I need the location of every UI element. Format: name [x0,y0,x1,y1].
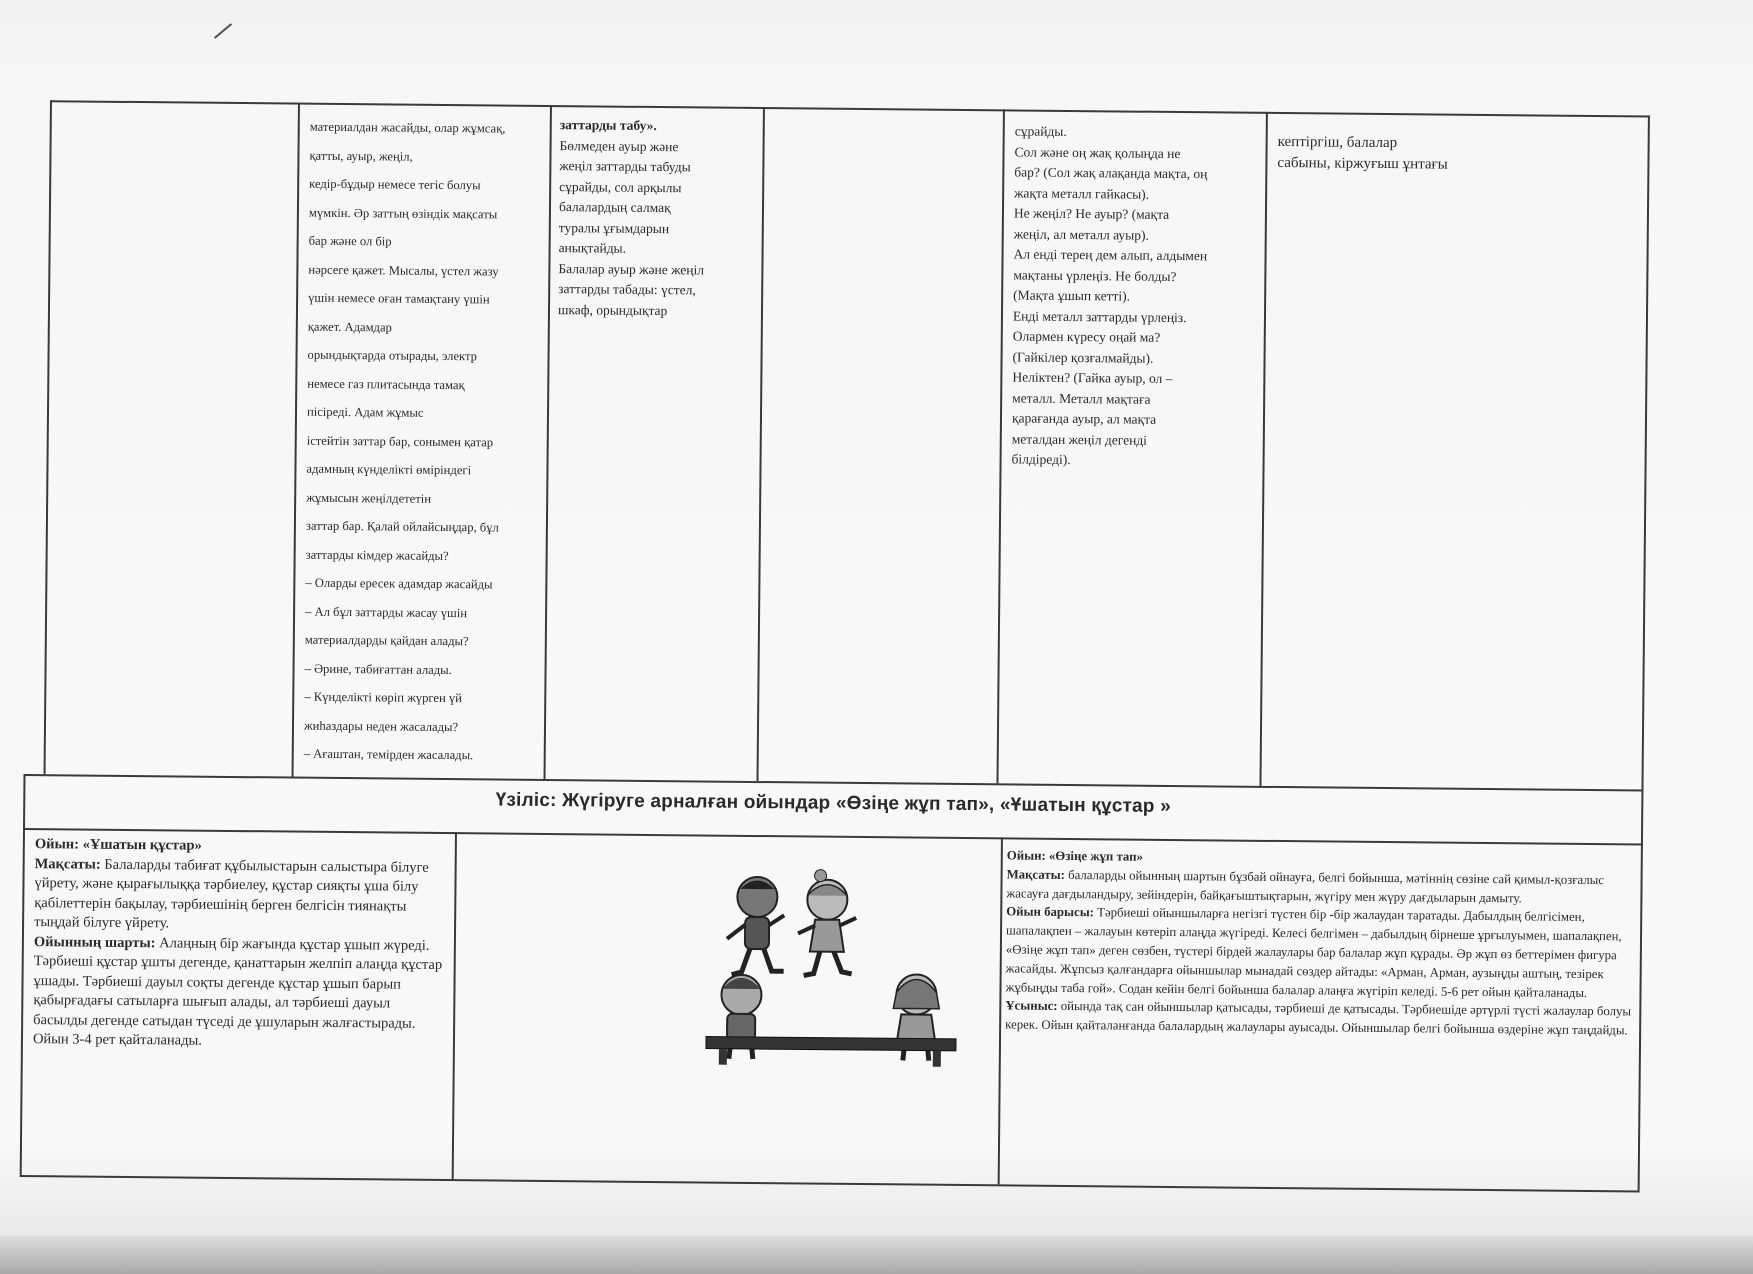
text-line: адамның күнделікті өміріндегі [306,461,472,478]
text-line: балалардың салмақ [558,199,671,216]
text-line: металл. Металл мақтаға [1012,389,1151,407]
text-line: мақтаны үрлеңіз. Не болды? [1013,266,1177,284]
text-line: металдан жеңіл дегенді [1011,430,1148,448]
right-border [1638,116,1650,1191]
find-pair-flow-label: Ойын барысы: [1006,904,1095,920]
find-pair-title: Ойын: «Өзіңе жұп тап» [1006,848,1144,864]
game-col-rule-1 [452,832,457,1179]
left-border [20,774,25,1175]
text-line: жеңіл, ал металл ауыр). [1013,225,1149,243]
text-line: шкаф, орындықтар [557,301,668,318]
find-objects-cell [558,115,760,322]
find-objects-title: заттарды табу». [559,117,657,134]
text-line: істейтін заттар бар, сонымен қатар [306,433,494,449]
text-line: мүмкін. Әр заттың өзіндік мақсаты [308,205,498,221]
text-line: – Ал бұл заттарды жасау үшін [305,604,468,620]
text-line: Ал енді терең дем алып, алдымен [1013,246,1208,264]
text-line: Не жеңіл? Не ауыр? (мақта [1013,205,1170,222]
text-line: анықтайды. [558,240,627,256]
table-bottom-rule [20,1175,1640,1192]
text-line: жеңіл заттарды табуды [559,158,691,175]
text-line: – Ағаштан, темірден жасалады. [303,746,474,763]
scan-edge-shadow [0,1236,1753,1274]
text-line: Олармен күресу оңай ма? [1012,328,1161,345]
find-your-pair-game [1005,846,1635,1040]
find-pair-goal-label: Мақсаты: [1006,867,1065,882]
text-line: бар және ол бір [308,233,392,249]
col-rule-2 [292,103,300,777]
lesson-table [20,100,1655,1206]
flying-birds-goal-label: Мақсаты: [34,855,101,873]
text-line: білдіреді). [1011,451,1071,468]
text-line: қарағанда ауыр, ал мақта [1011,410,1157,427]
text-line: – Оларды ересек адамдар жасайды [305,575,493,592]
text-line: сабыны, кіржуғыш ұнтағы [1277,154,1448,173]
find-pair-note-text: ойында тақ сан ойыншылар қатысады, тәрбиеші де қатысады. Тәрбиешіде әртүрлі түсті жалаулар болуы керек. Ойын қайталанғанда балалардың жалаулары ауысады. Ойыншылар белгі бойынша өздеріне жұп таңдайды. [1005,999,1632,1038]
pause-title: Үзіліс: Жүгіруге арналған ойындар «Өзіңе жұп тап», «Ұшатын құстар » [495,789,1172,817]
text-line: бар? (Сол жақ алақанда мақта, оң [1014,164,1208,182]
text-line: қажет. Адамдар [307,319,392,334]
col-rule-5 [996,109,1004,783]
text-line: орындықтарда отырады, электр [307,347,478,364]
flying-birds-title: Ойын: «Ұшатын құстар» [34,836,202,854]
flying-birds-rules-label: Ойынның шарты: [33,933,156,951]
text-line: (Гайкілер қозғалмайды). [1012,348,1154,366]
text-line: Балалар ауыр және жеңіл [558,260,705,277]
find-pair-goal-text: балаларды ойынның шартын бұзбай ойнауға, белгі бойынша, мәтіннің сөзіне сай қимыл-қозғалыс жасауға дағдыландыру, зейіндерін, байқағыштықтарын, жүгіру мен жүру дағдыларын дамыту. [1006,867,1605,905]
text-line: – Әрине, табиғаттан алады. [304,661,452,677]
col-rule-1 [44,100,52,774]
text-line: сұрайды. [1014,123,1067,139]
text-line: кептіргіш, балалар [1277,133,1398,152]
materials-list-cell [1277,132,1637,176]
text-line: пісіреді. Адам жұмыс [306,404,424,420]
text-line: жиһаздары неден жасалады? [303,718,459,734]
text-line: туралы ұғымдарын [558,219,670,236]
text-line: Бөлмеден ауыр және [559,137,679,154]
game-col-rule-2 [998,837,1003,1184]
materials-dialogue-cell [304,113,546,771]
pen-mark [214,23,232,39]
text-line: қатты, ауыр, жеңіл, [309,148,413,164]
text-line: материалдан жасайды, олар жұмсақ, [309,119,506,136]
text-line: заттарды табады: үстел, [558,281,696,298]
table-top-rule [50,100,1650,117]
find-pair-flow-text: Тәрбиеші ойыншыларға негізгі түстен бір -бір жалаудан таратады. Дабылдың белгісімен, шапалақпен – жалауын көтеріп алаңда жүгіреді. Келесі белгімен – дабылдың бірнеше ұрғылуымен, шапалақпен, «Өзіңе жұп тап» деген сөзбен, түстері бірдей жалаулары бар балалар жұп құрады. Әр жұп өз беттерімен фигура жасайды. Жұпсыз қалғандарға ойыншылар мынадай сөздер айтады: «Арман, Арман, аузыңды аштың, тезірек жұбыңды таба гой». Содан кейін белгі бойынша балалар алаңға жүгіріп келеді. 5-6 рет ойын қайталанады. [1005,905,1622,1000]
flying-birds-goal-text: Балаларды табиғат құбылыстарын салыстыра білуге үйрету, және қырағылыққа тәрбиелеу, құстар сияқты ұша білу қабілеттерін бақылау, тәрбиешінің берген белгісін тиянақты тыңдай білуге үйрету. [34,856,429,932]
text-line: – Күнделікті көріп жүрген үй [304,689,463,706]
text-line: нәрсеге қажет. Мысалы, үстел жазу [308,262,499,279]
text-line: жұмысын жеңілдететін [306,490,432,506]
text-line: заттар бар. Қалай ойлайсыңдар, бұл [305,518,499,535]
text-line: материалдарды қайдан алады? [304,632,469,649]
flying-birds-rules-text: Алаңның бір жағында құстар ұшып жүреді. Тәрбиеші құстар ұшты дегенде, қанаттарын желпіп алаңда құстар ұшады. Тәрбиеші дауыл соқты дегенде құстар ұшып барып қабырғадағы сатыларға шығып алады, ал тәрбиеші дауыл басылды дегенде сатыдан түседі де ұшуларын жалғастырады. Ойын 3-4 рет қайталанады. [32,934,443,1049]
children-running-and-bench-icon [701,866,973,1069]
text-line: Неліктен? (Гайка ауыр, ол – [1012,369,1173,386]
text-line: заттарды кімдер жасайды? [305,547,449,563]
text-line: жақта металл гайкасы). [1014,184,1150,202]
find-pair-note-label: Ұсыныс: [1005,998,1058,1014]
running-boy-icon [727,877,785,976]
running-girl-icon [798,869,857,976]
cotton-metal-experiment-cell [1011,121,1264,472]
text-line: (Мақта ұшып кетті). [1013,287,1131,304]
text-line: үшін немесе оған тамақтану үшін [308,290,490,307]
flying-birds-game [33,835,447,1053]
text-line: Енді металл заттарды үрлеңіз. [1012,307,1187,325]
text-line: немесе газ плитасында тамақ [307,376,465,392]
text-line: кедір-бұдыр немесе тегіс болуы [309,176,481,193]
bench-icon [706,1037,956,1067]
text-line: Сол және оң жақ қолыңда не [1014,143,1181,161]
text-line: сұрайды, сол арқылы [559,178,682,195]
